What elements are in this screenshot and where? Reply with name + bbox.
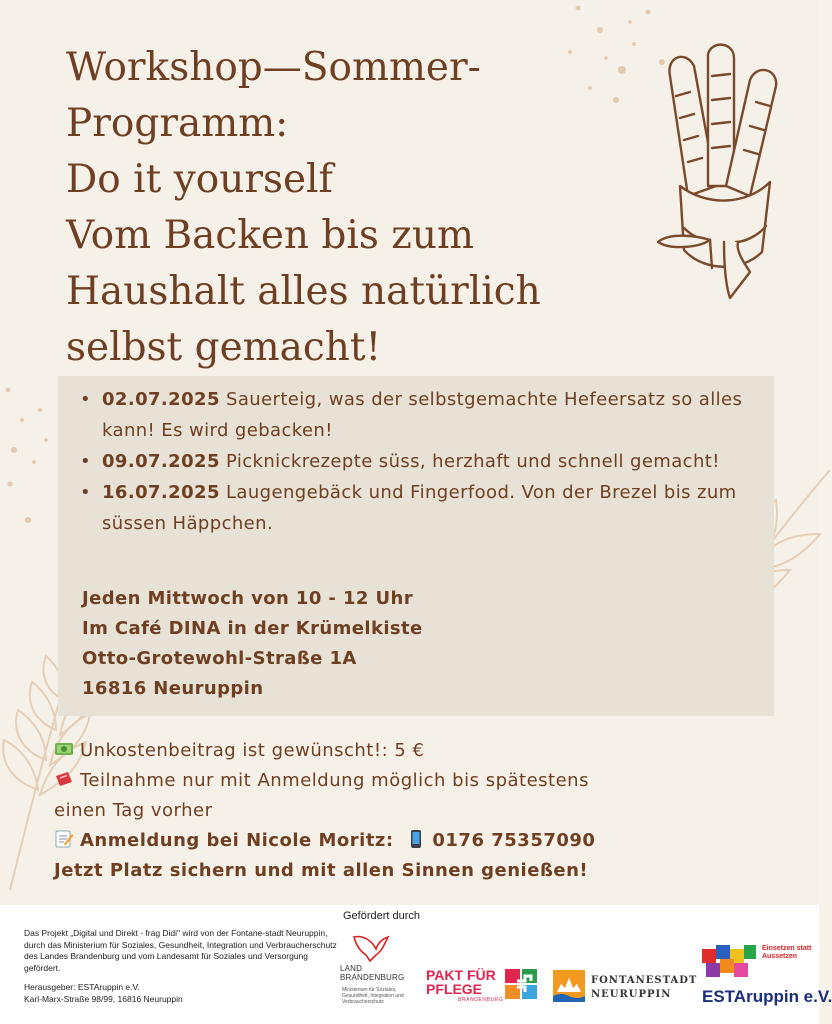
publisher-address: Karl-Marx-Straße 98/99, 16816 Neuruppin <box>24 993 183 1004</box>
registration-line <box>54 766 794 796</box>
city-crest-icon <box>553 970 585 1002</box>
venue-time: Jeden Mittwoch von 10 - 12 Uhr <box>82 588 413 609</box>
contact-line <box>54 826 794 856</box>
event-date: 02.07.2025 <box>102 389 220 410</box>
puzzle-icon <box>504 968 538 1000</box>
money-icon <box>54 740 74 758</box>
venue-place: Im Café DINA in der Krümelkiste <box>82 618 423 639</box>
colorful-puzzle-icon <box>700 943 758 983</box>
info-section <box>54 736 794 886</box>
title-line: Vom Backen bis zum <box>66 213 474 258</box>
fontanestadt-logo <box>553 968 698 1004</box>
fontanestadt-line: FONTANESTADT <box>591 975 698 986</box>
project-description: Das Projekt „Digital und Direkt - frag Didi" wird von der Fontane-stadt Neuruppin, durch das Ministerium für Soziales, Gesundheit, Integration und Verbraucherschutz des Landes Brandenburg und vom Landesamt für Soziales und Versorgung gefördert. <box>24 928 337 973</box>
title-line: Do it yourself <box>66 157 333 202</box>
brandenburg-name: LAND BRANDENBURG <box>340 964 405 982</box>
title-line: selbst gemacht! <box>66 325 382 370</box>
title-line: Programm: <box>66 101 289 146</box>
ticket-icon <box>54 770 74 788</box>
event-description: Picknickrezepte süss, herzhaft und schnell gemacht! <box>219 451 720 472</box>
event-description: Sauerteig, was der selbstgemachte Hefeersatz so alles kann! Es wird gebacken! <box>102 389 743 441</box>
bread-icon <box>646 36 796 306</box>
event-schedule-box <box>58 376 774 716</box>
phone-icon <box>406 830 426 848</box>
fontanestadt-name <box>591 974 697 1002</box>
event-list <box>80 384 750 539</box>
brandenburg-logo <box>340 931 420 1021</box>
event-date: 16.07.2025 <box>102 482 220 503</box>
event-date: 09.07.2025 <box>102 451 220 472</box>
memo-icon <box>54 830 74 848</box>
brandenburg-ministry: Ministerium für Soziales, Gesundheit, Integration und Verbraucherschutz <box>342 987 404 1005</box>
contact-label: Anmeldung bei Nicole Moritz: <box>80 830 394 851</box>
event-description: Laugengebäck und Fingerfood. Von der Brezel bis zum süssen Häppchen. <box>102 482 737 534</box>
publisher: Herausgeber: ESTAruppin e.V. <box>24 982 140 992</box>
decorative-dots-left <box>0 380 60 530</box>
footer-text <box>24 928 344 1005</box>
eagle-icon <box>350 931 390 963</box>
venue-city: 16816 Neuruppin <box>82 678 264 699</box>
registration-line-cont: einen Tag vorher <box>54 800 213 821</box>
funded-by-label: Gefördert durch <box>343 910 421 922</box>
neuruppin-line: NEURUPPIN <box>591 989 672 1000</box>
esta-slogan: Einsetzen statt Aussetzen <box>762 945 812 960</box>
list-item <box>80 477 750 539</box>
venue-street: Otto-Grotewohl-Straße 1A <box>82 648 357 669</box>
venue-details <box>82 584 423 704</box>
list-item <box>80 384 750 446</box>
title-line: Workshop—Sommer- <box>66 45 481 90</box>
list-item <box>80 446 750 477</box>
estaruppin-logo <box>700 943 832 1015</box>
fee-text: Unkostenbeitrag ist gewünscht!: 5 € <box>80 740 425 761</box>
closing-line: Jetzt Platz sichern und mit allen Sinnen genießen! <box>54 860 589 881</box>
pakt-fuer-pflege-logo <box>426 968 538 1008</box>
pakt-region: BRANDENBURG <box>458 997 504 1003</box>
pakt-name: PAKT FÜR PFLEGE <box>426 967 496 997</box>
fee-line <box>54 736 794 766</box>
footer <box>0 905 832 1024</box>
page-title <box>66 40 626 376</box>
contact-phone: 0176 75357090 <box>432 830 596 851</box>
title-line: Haushalt alles natürlich <box>66 269 541 314</box>
esta-name: ESTAruppin e.V. <box>702 987 832 1006</box>
registration-text: Teilnahme nur mit Anmeldung möglich bis spätestens <box>80 770 589 791</box>
